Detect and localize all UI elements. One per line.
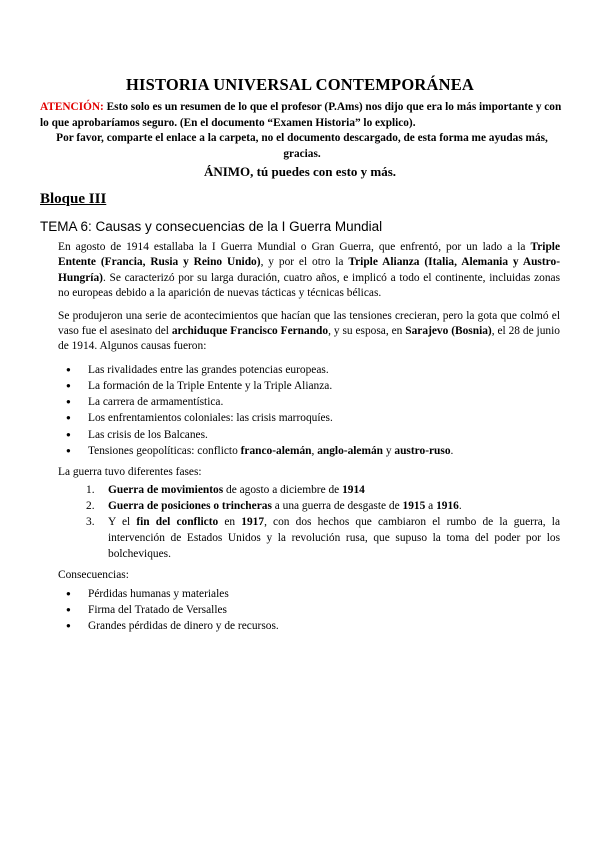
list-item bbox=[86, 498, 560, 514]
document-body bbox=[58, 240, 560, 640]
notice-text: Esto solo es un resumen de lo que el profesor (P.Ams) nos dijo que era lo más importante y con lo que aprobaríamos seguro. (En el documento “Examen Historia” lo explico). bbox=[40, 101, 562, 129]
text-run: a una guerra de desgaste de bbox=[271, 500, 403, 513]
notice-paragraph bbox=[40, 100, 564, 131]
bold-run: Triple Entente (Francia, Rusia y Reino Unido) bbox=[58, 241, 560, 269]
bold-run: austro-ruso bbox=[394, 444, 451, 457]
list-number: 2. bbox=[86, 500, 95, 513]
text-run: . bbox=[458, 500, 462, 513]
text-run: en bbox=[218, 516, 242, 529]
text-run: , el 28 de junio de 1914. Algunos causas fueron: bbox=[58, 325, 560, 353]
notice-block bbox=[40, 100, 564, 162]
text-run: , bbox=[311, 444, 318, 457]
bold-run: 1916 bbox=[436, 500, 459, 513]
list-item bbox=[86, 482, 560, 498]
section-heading: Bloque III bbox=[40, 191, 107, 207]
list-item: ● La formación de la Triple Entente y la Triple Alianza. bbox=[88, 378, 560, 394]
text-run: Tensiones geopolíticas: conflicto bbox=[88, 444, 241, 457]
bold-run: Guerra de posiciones o trincheras bbox=[108, 500, 272, 513]
text-run: . bbox=[450, 444, 454, 457]
bold-run: 1914 bbox=[342, 484, 365, 497]
list-item: ● Pérdidas humanas y materiales bbox=[88, 586, 560, 602]
causes-list bbox=[58, 362, 560, 459]
list-item: ● Las crisis de los Balcanes. bbox=[88, 427, 560, 443]
text-run: , con dos hechos que cambiaron el rumbo de la guerra, la intervención de Estados Unidos y la revolución rusa, que supuso la toma del poder por los bolcheviques. bbox=[108, 516, 561, 561]
phases-intro: La guerra tuvo diferentes fases: bbox=[58, 466, 202, 479]
list-item bbox=[86, 514, 561, 562]
topic-heading: TEMA 6: Causas y consecuencias de la I Guerra Mundial bbox=[40, 219, 383, 234]
document-title: HISTORIA UNIVERSAL CONTEMPORÁNEA bbox=[125, 75, 475, 94]
text-run: En agosto de 1914 estallaba la I Guerra Mundial o Gran Guerra, que enfrentó, por un lado a la bbox=[58, 241, 531, 253]
bold-run: Triple Alianza (Italia, Alemania y Austro-Hungría) bbox=[58, 256, 560, 284]
list-item: ● Firma del Tratado de Versalles bbox=[88, 602, 560, 618]
list-item: ● Las rivalidades entre las grandes potencias europeas. bbox=[88, 362, 560, 378]
list-number: 3. bbox=[86, 516, 95, 529]
bold-run: Guerra de movimientos bbox=[108, 484, 224, 497]
bold-run: 1917 bbox=[241, 516, 265, 529]
text-run: Se produjeron una serie de acontecimientos que hacían que las tensiones crecieran, pero la gota que colmó el vaso fue el asesinato del bbox=[58, 309, 560, 338]
text-run: , y por el otro la bbox=[260, 256, 349, 269]
text-run: Y el bbox=[108, 516, 137, 529]
bold-run: Sarajevo (Bosnia) bbox=[405, 325, 492, 338]
text-run: y bbox=[383, 444, 395, 457]
text-run: , y su esposa, en bbox=[328, 325, 406, 338]
notice-label: ATENCIÓN: bbox=[40, 101, 104, 113]
text-run: a bbox=[425, 500, 437, 513]
text-run: de agosto a diciembre de bbox=[223, 484, 343, 497]
causes-paragraph bbox=[58, 309, 560, 355]
list-item bbox=[88, 443, 560, 459]
bold-run: fin del conflicto bbox=[136, 516, 219, 529]
bold-run: anglo-alemán bbox=[317, 444, 384, 457]
list-item: ● Grandes pérdidas de dinero y de recursos. bbox=[88, 618, 560, 634]
encouragement-line: ÁNIMO, tú puedes con esto y más. bbox=[203, 164, 397, 179]
bold-run: archiduque Francisco Fernando bbox=[171, 325, 329, 338]
list-item: ● Los enfrentamientos coloniales: las crisis marroquíes. bbox=[88, 410, 560, 426]
list-number: 1. bbox=[86, 484, 95, 497]
intro-paragraph bbox=[58, 240, 560, 302]
phases-list bbox=[58, 482, 560, 562]
bold-run: franco-alemán bbox=[240, 444, 312, 457]
consequences-intro: Consecuencias: bbox=[58, 569, 129, 582]
consequences-list bbox=[58, 586, 560, 635]
bold-run: 1915 bbox=[402, 500, 426, 513]
share-request: Por favor, comparte el enlace a la carpeta, no el documento descargado, de esta forma me ayudas más, gracias. bbox=[56, 132, 548, 160]
list-item: ● La carrera de armamentística. bbox=[88, 394, 560, 410]
text-run: . Se caracterizó por su larga duración, cuatro años, e implicó a todo el continente, incluidas zonas no europeas debido a la aparición de nuevas tácticas y técnicas bélicas. bbox=[58, 271, 560, 300]
